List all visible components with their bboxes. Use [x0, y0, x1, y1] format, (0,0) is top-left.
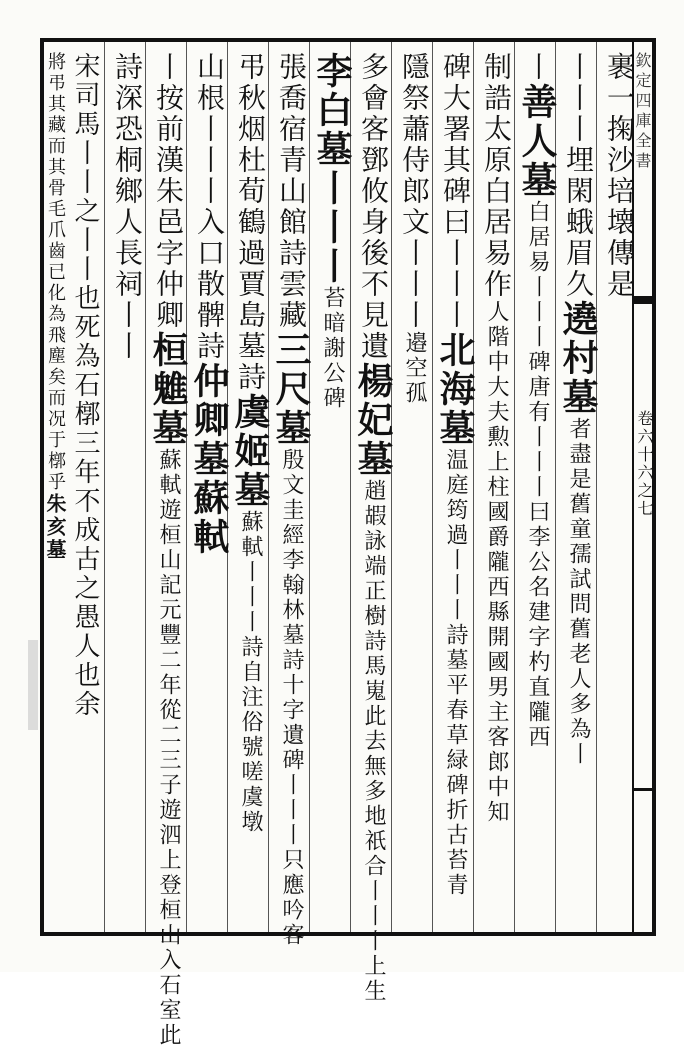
text-column: [44, 52, 66, 924]
column-note: 者盡是舊童孺試問舊老人多為丨: [566, 417, 591, 767]
entry-heading: 三尺墓: [270, 331, 312, 448]
entry-heading: 仲卿墓蘇軾: [188, 362, 230, 557]
column-text: 山根丨丨丨入口散髀詩: [193, 52, 226, 362]
column-text: 制誥太原白居易作: [480, 52, 513, 300]
text-column: [393, 52, 435, 924]
ink-blot: [28, 640, 38, 730]
column-text: 將弔其藏而其骨毛爪齒已化為飛塵矣而况于槨乎: [45, 52, 66, 493]
text-column: [106, 52, 148, 924]
text-column: [598, 52, 640, 924]
column-text: 丨丨丨埋閑蛾眉久: [562, 52, 595, 300]
column-text: 詩深恐桐鄉人長祠丨丨: [111, 52, 144, 362]
column-note: 人階中大夫勲上柱國爵隴西縣開國男主客郎中知: [484, 300, 509, 825]
column-note: 温庭筠過丨丨丨詩墓平春草緑碑折古苔青: [443, 448, 468, 898]
text-column: [229, 52, 271, 924]
entry-heading: 桓魋墓: [147, 331, 189, 448]
column-text: 宋司馬丨丨之丨丨也死為石槨三年不成古之愚人也余: [70, 52, 100, 719]
text-column: [475, 52, 517, 924]
text-column: [64, 52, 106, 924]
entry-heading: 虞姬墓: [229, 393, 271, 510]
column-text: 碑大署其碑曰丨丨丨: [439, 52, 472, 331]
column-note: 邉空孤: [402, 331, 427, 406]
margin-volume-number: 卷六十六之七: [635, 410, 654, 518]
text-column: [557, 52, 599, 924]
text-column: [311, 52, 353, 924]
entry-heading: 遶村墓: [557, 300, 599, 417]
column-note: 蘇軾遊桓山記元豐二年從二三子遊泗上登桓山入石室此: [156, 448, 181, 1048]
column-text: 丨: [521, 52, 554, 83]
column-note: 趙嘏詠端正樹詩馬嵬此去無多地祇合丨丨丨上生: [361, 479, 386, 1004]
entry-heading: 朱亥墓: [43, 493, 67, 562]
entry-heading: 李白墓丨丨丨: [311, 52, 353, 286]
margin-book-title: 欽定四庫全書: [633, 52, 652, 172]
text-column: [188, 52, 230, 924]
column-note: 白居易丨丨丨碑唐有丨丨丨曰李公名建字杓直隴西: [525, 200, 550, 750]
column-text: 弔秋烟杜荀鶴過賈島墓詩: [234, 52, 267, 393]
column-note: 蘇軾丨丨丨詩自注俗號嗟虞墩: [238, 510, 263, 835]
entry-heading: 善人墓: [516, 83, 558, 200]
text-column: [434, 52, 476, 924]
text-column: [352, 52, 394, 1004]
text-column: [270, 52, 312, 948]
column-note: 殷文圭經李翰林墓詩十字遺碑丨丨丨只應吟客: [279, 448, 304, 948]
column-text: 多會客鄧攸身後不見遺: [357, 52, 390, 362]
text-column: [147, 52, 189, 1048]
column-text: 張喬宿青山館詩雲藏: [275, 52, 308, 331]
column-note: 苔暗謝公碑: [320, 286, 345, 411]
column-text: 丨按前漢朱邑字仲卿: [152, 52, 185, 331]
text-column: [516, 52, 558, 924]
column-text: 隱祭蕭侍郎文丨丨丨: [398, 52, 431, 331]
entry-heading: 北海墓: [434, 331, 476, 448]
column-text: 裹一掬沙培壊傳是: [603, 52, 636, 300]
entry-heading: 楊妃墓: [352, 362, 394, 479]
